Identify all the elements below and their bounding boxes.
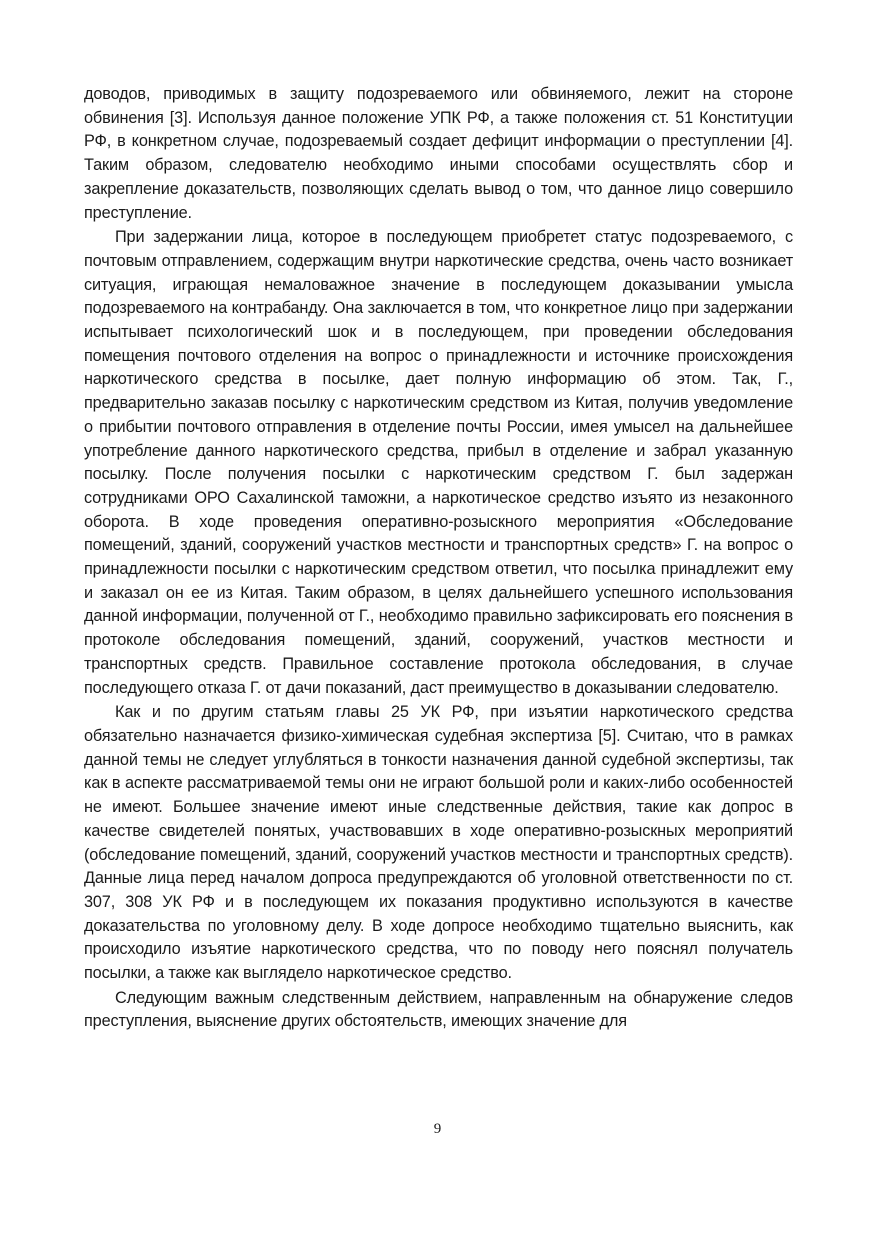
paragraph-detention: При задержании лица, которое в последующем приобретет статус подозреваемого, с почтовым отправлением, содержащим внутри наркотические средства, очень часто возникает ситуация, играющая немаловажное значение в последующем доказывании умысла подозреваемого на контрабанду. Она заключается в том, что конкретное лицо при задержании испытывает психологический шок и в последующем, при проведении обследования помещения почтового отделения на вопрос о принадлежности и источнике происхождения наркотического средства в посылке, дает полную информацию об этом. Так, Г., предварительно заказав посылку с наркотическим средством из Китая, получив уведомление о прибытии почтового отправления в отделение почты России, имея умысел на дальнейшее употребление данного наркотического средства, прибыл в отделение и забрал указанную посылку. После получения посылки с наркотическим средством Г. был задержан сотрудниками ОРО Сахалинской таможни, а наркотическое средство изъято из незаконного оборота. В ходе проведения оперативно-розыскного мероприятия «Обследование помещений, зданий, сооружений участков местности и транспортных средств» Г. на вопрос о принадлежности посылки с наркотическим средством ответил, что посылка принадлежит ему и заказал он ее из Китая. Таким образом, в целях дальнейшего успешного использования данной информации, полученной от Г., необходимо правильно зафиксировать его пояснения в протоколе обследования помещений, зданий, сооружений, участков местности и транспортных средств. Правильное составление протокола обследования, в случае последующего отказа Г. от дачи показаний, даст преимущество в доказывании следователю. [84,228,793,697]
document-body [84,83,793,1034]
paragraph-continued: доводов, приводимых в защиту подозреваемого или обвиняемого, лежит на стороне обвинения [3]. Используя данное положение УПК РФ, а также положения ст. 51 Конституции РФ, в конкретном случае, подозреваемый создает дефицит информации о преступлении [4]. Таким образом, следователю необходимо иными способами осуществлять сбор и закрепление доказательств, позволяющих сделать вывод о том, что данное лицо совершило преступление. [84,85,793,222]
paragraph-expertise: Как и по другим статьям главы 25 УК РФ, при изъятии наркотического средства обязательно назначается физико-химическая судебная экспертиза [5]. Считаю, что в рамках данной темы не следует углубляться в тонкости назначения данной судебной экспертизы, так как в аспекте рассматриваемой темы они не играют большой роли и каких-либо особенностей не имеют. Большее значение имеют иные следственные действия, такие как допрос в качестве свидетелей понятых, участвовавших в ходе оперативно-розыскных мероприятий (обследование помещений, зданий, сооружений участков местности и транспортных средств). Данные лица перед началом допроса предупреждаются об уголовной ответственности по ст. 307, 308 УК РФ и в последующем их показания продуктивно используются в качестве доказательства по уголовному делу. В ходе допросе необходимо тщательно выяснить, как происходило изъятие наркотического средства, что по поводу него пояснял получатель посылки, а также как выглядело наркотическое средство. [84,703,793,983]
paragraph-next-action: Следующим важным следственным действием, направленным на обнаружение следов преступления, выяснение других обстоятельств, имеющих значение для [84,988,793,1031]
page-number: 9 [433,1121,442,1137]
